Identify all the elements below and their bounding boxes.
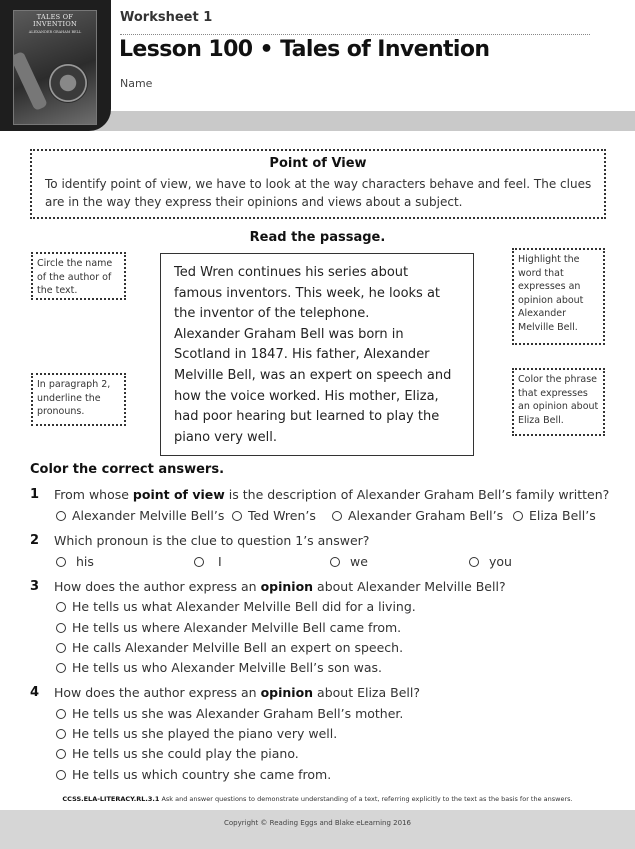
q1-option-c-label: Alexander Graham Bell’s xyxy=(348,508,504,523)
q4-option-d-label: He tells us which country she came from. xyxy=(72,767,332,782)
copyright-text: Copyright © Reading Eggs and Blake eLearning 2016 xyxy=(224,819,411,827)
book-cover-frame xyxy=(0,0,111,131)
q2-option-d[interactable] xyxy=(469,554,512,569)
q4-option-a[interactable] xyxy=(56,706,403,721)
question-3-number: 3 xyxy=(30,579,40,594)
q4-option-b-label: He tells us she played the piano very well. xyxy=(72,726,338,741)
standards-note xyxy=(0,795,635,803)
question-2-text: Which pronoun is the clue to question 1’s answer? xyxy=(54,533,370,548)
point-of-view-title: Point of View xyxy=(269,156,367,171)
book-cover-author: ALEXANDER GRAHAM BELL xyxy=(28,30,82,34)
question-4-text xyxy=(54,685,420,700)
q3-option-d-label: He tells us who Alexander Melville Bell’s son was. xyxy=(72,660,382,675)
q4-option-c-label: He tells us she could play the piano. xyxy=(72,746,299,761)
book-cover-image xyxy=(13,10,97,125)
radio-circle-icon[interactable] xyxy=(56,623,66,633)
q4-option-b[interactable] xyxy=(56,726,337,741)
q2-option-b-label: I xyxy=(218,554,222,569)
q3-option-b[interactable] xyxy=(56,620,401,635)
q4-option-c[interactable] xyxy=(56,746,299,761)
name-label: Name xyxy=(120,77,153,90)
passage-paragraph-2: Alexander Graham Bell was born in Scotland in 1847. His father, Alexander Melville Bell, was an expert on speech and how the voice worked. His mother, Eliza, had poor hearing but learned to play the piano very well. xyxy=(174,326,452,445)
question-1-number: 1 xyxy=(30,487,40,502)
question-4-number: 4 xyxy=(30,685,40,700)
q2-option-b[interactable] xyxy=(194,554,222,569)
q2-option-d-label: you xyxy=(489,554,512,569)
q2-option-a-label: his xyxy=(76,554,94,569)
read-passage-heading: Read the passage. xyxy=(249,230,386,245)
instructions-heading: Color the correct answers. xyxy=(30,462,225,477)
side-note-underline-pronouns: In paragraph 2, underline the pronouns. xyxy=(31,373,126,426)
question-3-text-pre: How does the author express an xyxy=(54,579,261,594)
q3-option-c-label: He calls Alexander Melville Bell an expert on speech. xyxy=(72,640,404,655)
header-divider xyxy=(120,34,590,35)
radio-circle-icon[interactable] xyxy=(330,557,340,567)
point-of-view-box xyxy=(30,149,606,219)
radio-circle-icon[interactable] xyxy=(56,602,66,612)
side-note-circle-author: Circle the name of the author of the text. xyxy=(31,252,126,300)
q3-option-d[interactable] xyxy=(56,660,382,675)
passage-paragraph-1: Ted Wren continues his series about famous inventors. This week, he looks at the inventor of the telephone. xyxy=(174,265,441,322)
radio-circle-icon[interactable] xyxy=(56,557,66,567)
q1-option-b-label: Ted Wren’s xyxy=(248,508,316,523)
q2-option-c-label: we xyxy=(350,554,368,569)
radio-circle-icon[interactable] xyxy=(469,557,479,567)
q2-option-c[interactable] xyxy=(330,554,368,569)
lesson-title: Lesson 100 • Tales of Invention xyxy=(119,37,490,62)
q2-option-a[interactable] xyxy=(56,554,94,569)
q1-option-a[interactable] xyxy=(56,508,224,523)
q1-option-b[interactable] xyxy=(232,508,316,523)
q4-option-a-label: He tells us she was Alexander Graham Bell’s mother. xyxy=(72,706,404,721)
radio-circle-icon[interactable] xyxy=(194,557,204,567)
side-note-color-phrase: Color the phrase that expresses an opinion about Eliza Bell. xyxy=(512,368,605,436)
question-4-keyword: opinion xyxy=(260,685,314,700)
telephone-dial-illustration xyxy=(48,63,88,103)
standards-text: Ask and answer questions to demonstrate understanding of a text, referring explicitly to the text as the basis for the answers. xyxy=(159,795,573,803)
q3-option-a-label: He tells us what Alexander Melville Bell did for a living. xyxy=(72,599,416,614)
question-4-text-post: about Eliza Bell? xyxy=(313,685,420,700)
q4-option-d[interactable] xyxy=(56,767,331,782)
q1-option-d[interactable] xyxy=(513,508,596,523)
side-note-highlight-word: Highlight the word that expresses an opinion about Alexander Melville Bell. xyxy=(512,248,605,345)
q3-option-a[interactable] xyxy=(56,599,416,614)
radio-circle-icon[interactable] xyxy=(56,749,66,759)
radio-circle-icon[interactable] xyxy=(513,511,523,521)
reading-passage xyxy=(160,253,474,456)
radio-circle-icon[interactable] xyxy=(332,511,342,521)
radio-circle-icon[interactable] xyxy=(56,643,66,653)
question-2-number: 2 xyxy=(30,533,40,548)
telephone-handset-illustration xyxy=(13,51,48,111)
q1-option-d-label: Eliza Bell’s xyxy=(529,508,596,523)
question-1-text-pre: From whose xyxy=(54,487,133,502)
radio-circle-icon[interactable] xyxy=(56,663,66,673)
q1-option-c[interactable] xyxy=(332,508,503,523)
footer-band xyxy=(0,810,635,849)
book-cover-title: TALES OF INVENTION xyxy=(32,13,77,28)
point-of-view-text: To identify point of view, we have to look at the way characters behave and feel. The clues are in the way they express their opinions and views about a subject. xyxy=(45,177,592,209)
radio-circle-icon[interactable] xyxy=(56,770,66,780)
name-field[interactable] xyxy=(112,69,590,102)
q3-option-b-label: He tells us where Alexander Melville Bell came from. xyxy=(72,620,402,635)
question-3-keyword: opinion xyxy=(260,579,314,594)
question-1-text xyxy=(54,487,609,502)
worksheet-label: Worksheet 1 xyxy=(120,10,213,25)
radio-circle-icon[interactable] xyxy=(232,511,242,521)
radio-circle-icon[interactable] xyxy=(56,709,66,719)
question-4-text-pre: How does the author express an xyxy=(54,685,261,700)
question-1-keyword: point of view xyxy=(132,487,225,502)
question-3-text xyxy=(54,579,506,594)
radio-circle-icon[interactable] xyxy=(56,729,66,739)
radio-circle-icon[interactable] xyxy=(56,511,66,521)
question-1-text-post: is the description of Alexander Graham Bell’s family written? xyxy=(224,487,610,502)
standards-code: CCSS.ELA-LITERACY.RL.3.1 xyxy=(62,795,160,803)
q1-option-a-label: Alexander Melville Bell’s xyxy=(72,508,225,523)
question-3-text-post: about Alexander Melville Bell? xyxy=(313,579,506,594)
q3-option-c[interactable] xyxy=(56,640,403,655)
